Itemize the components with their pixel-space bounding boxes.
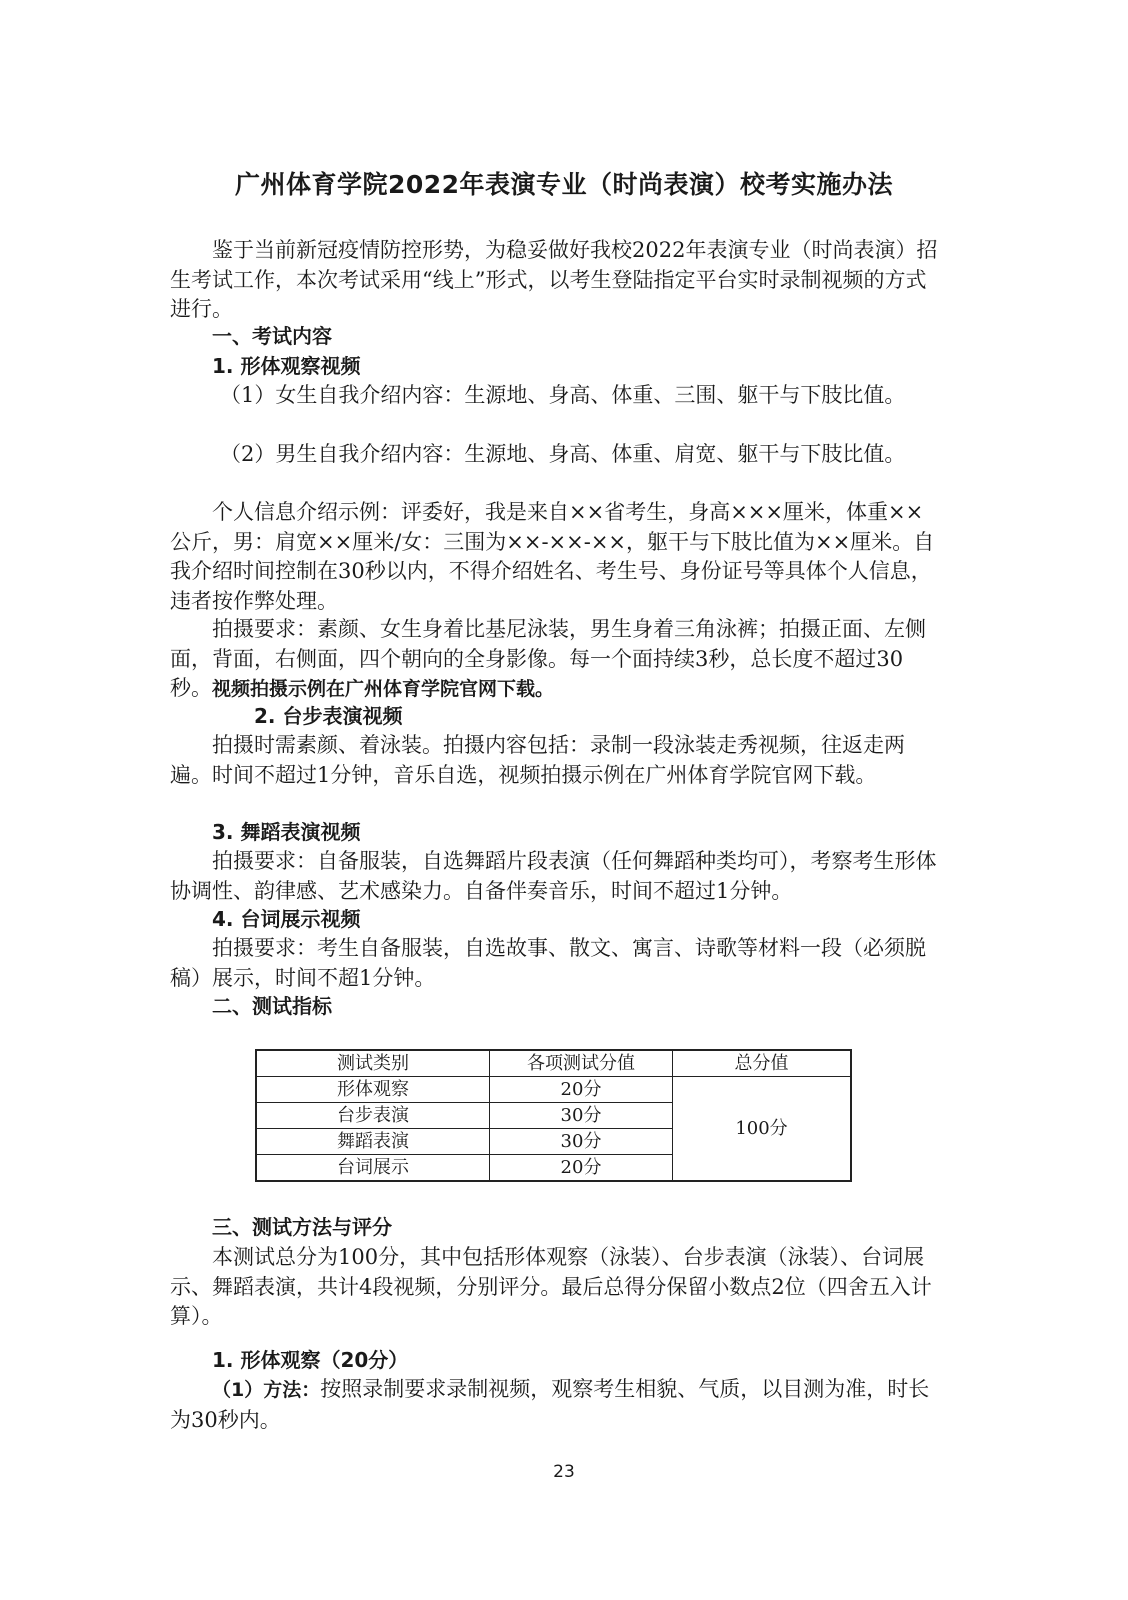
table-header-row	[256, 1050, 851, 1077]
score-table	[255, 1049, 852, 1182]
dance-text: 拍摄要求：自备服装，自选舞蹈片段表演（任何舞蹈种类均可），考察考生形体协调性、韵律感、艺术感染力。自备伴奏音乐，时间不超过1分钟。	[170, 849, 937, 903]
table-cell-score: 20分	[490, 1155, 673, 1182]
table-cell-category: 台词展示	[256, 1155, 490, 1182]
table-cell-total: 100分	[673, 1077, 852, 1182]
example-text: 个人信息介绍示例：评委好，我是来自××省考生，身高×××厘米，体重××公斤，男：肩宽××厘米/女：三围为××-××-××，躯干与下肢比值为××厘米。自我介绍时间控制在30秒以内，不得介绍姓名、考生号、身份证号等具体个人信息，违者按作弊处理。	[170, 500, 935, 613]
section3-sub1-heading: 1. 形体观察（20分）	[212, 1348, 409, 1372]
table-cell-category: 台步表演	[256, 1103, 490, 1129]
scoring-text: 本测试总分为100分，其中包括形体观察（泳装）、台步表演（泳装）、台词展示、舞蹈表演，共计4段视频，分别评分。最后总得分保留小数点2位（四舍五入计算）。	[170, 1245, 932, 1328]
table-cell-score: 30分	[490, 1129, 673, 1155]
shoot-requirements-paragraph	[170, 615, 942, 705]
shoot-download-note: 视频拍摄示例在广州体育学院官网下载。	[212, 678, 555, 700]
table-cell-score: 30分	[490, 1103, 673, 1129]
female-intro-text: （1）女生自我介绍内容：生源地、身高、体重、三围、躯干与下肢比值。	[220, 383, 906, 407]
method-label: （1）方法：	[212, 1379, 321, 1401]
page-number: 23	[553, 1462, 575, 1482]
table-cell-category: 舞蹈表演	[256, 1129, 490, 1155]
document-title: 广州体育学院2022年表演专业（时尚表演）校考实施办法	[234, 170, 894, 199]
intro-paragraph: 鉴于当前新冠疫情防控形势，为稳妥做好我校2022年表演专业（时尚表演）招生考试工作，本次考试采用“线上”形式，以考生登陆指定平台实时录制视频的方式进行。	[170, 238, 938, 321]
method-text: 按照录制要求录制视频，观察考生相貌、气质，以目测为准，时长为30秒内。	[170, 1377, 930, 1432]
sub4-heading: 4. 台词展示视频	[212, 907, 361, 931]
sub1-heading: 1. 形体观察视频	[212, 354, 361, 378]
table-header-score: 各项测试分值	[490, 1050, 673, 1077]
section1-heading: 一、考试内容	[212, 324, 332, 348]
lines-text: 拍摄要求：考生自备服装，自选故事、散文、寓言、诗歌等材料一段（必须脱稿）展示，时间不超1分钟。	[170, 936, 926, 990]
section2-heading: 二、测试指标	[212, 994, 332, 1018]
sub2-heading: 2. 台步表演视频	[254, 704, 403, 728]
table-header-total: 总分值	[673, 1050, 852, 1077]
method-paragraph	[170, 1375, 942, 1435]
shoot-requirements-text: 拍摄要求：素颜、女生身着比基尼泳装，男生身着三角泳裤；拍摄正面、左侧面，背面，右侧面，四个朝向的全身影像。每一个面持续3秒，总长度不超过30秒。	[170, 617, 926, 700]
male-intro-text: （2）男生自我介绍内容：生源地、身高、体重、肩宽、躯干与下肢比值。	[220, 442, 906, 466]
table-cell-category: 形体观察	[256, 1077, 490, 1103]
catwalk-text: 拍摄时需素颜、着泳装。拍摄内容包括：录制一段泳装走秀视频，往返走两遍。时间不超过1分钟，音乐自选，视频拍摄示例在广州体育学院官网下载。	[170, 733, 905, 787]
table-cell-score: 20分	[490, 1077, 673, 1103]
table-row	[256, 1077, 851, 1103]
section3-heading: 三、测试方法与评分	[212, 1215, 392, 1239]
sub3-heading: 3. 舞蹈表演视频	[212, 820, 361, 844]
table-header-category: 测试类别	[256, 1050, 490, 1077]
